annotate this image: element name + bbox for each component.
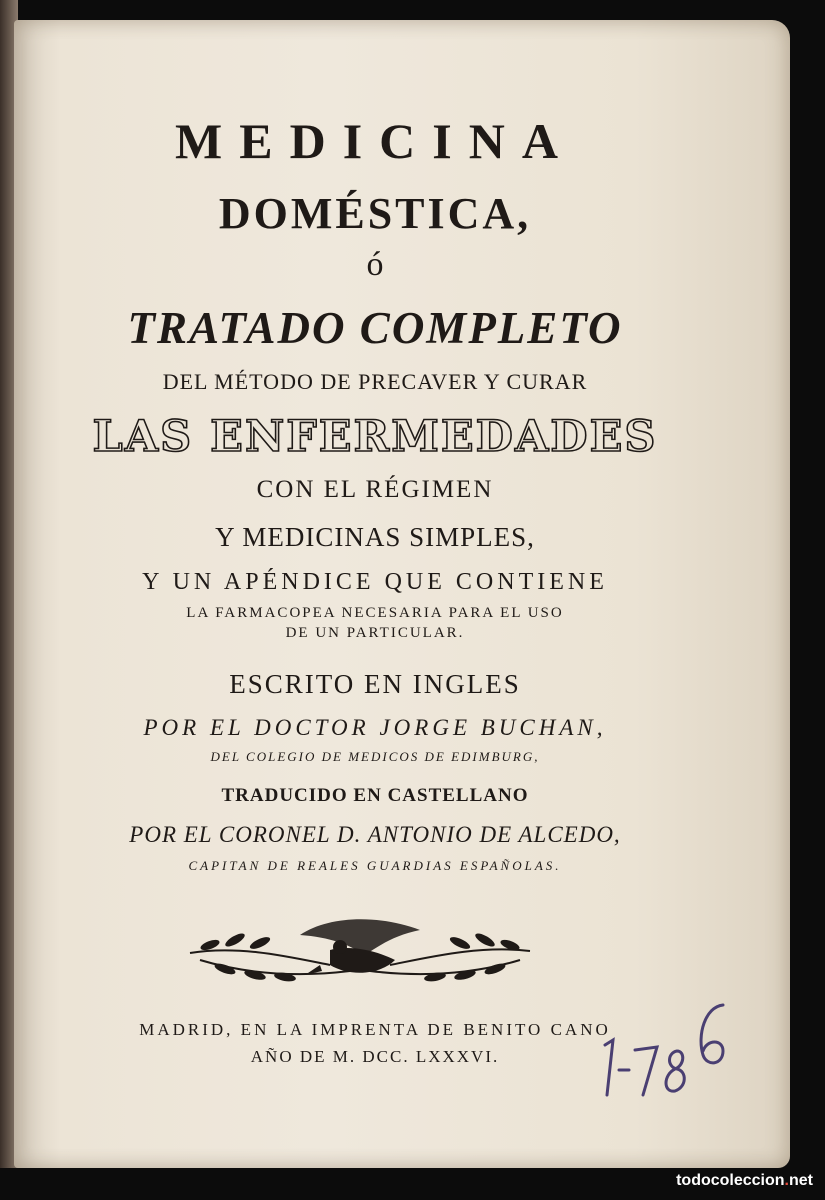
title-line-tratado: TRATADO COMPLETO (127, 303, 623, 353)
bird-with-laurel-branches-icon (180, 905, 540, 1000)
escrito-en-ingles: ESCRITO EN INGLES (229, 669, 521, 699)
title-line-domestica: DOMÉSTICA, (218, 189, 532, 238)
subtitle-apendice: Y UN APÉNDICE QUE CONTIENE (142, 569, 608, 595)
watermark: todocoleccion.net (676, 1172, 813, 1189)
subtitle-medicinas: Y MEDICINAS SIMPLES, (215, 522, 535, 552)
subtitle-particular: DE UN PARTICULAR. (285, 625, 465, 641)
subtitle-metodo: DEL MÉTODO DE PRECAVER Y CURAR (162, 369, 588, 394)
title-line-medicina: MEDICINA (175, 113, 575, 169)
imprint-year: AÑO DE M. DCC. LXXXVI. (250, 1047, 500, 1066)
traducido-line: TRADUCIDO EN CASTELLANO (221, 785, 529, 806)
translator-title: CAPITAN DE REALES GUARDIAS ESPAÑOLAS. (188, 858, 562, 873)
imprint-line: MADRID, EN LA IMPRENTA DE BENITO CANO (139, 1020, 611, 1039)
translator-line: POR EL CORONEL D. ANTONIO DE ALCEDO, (129, 822, 621, 847)
subtitle-regimen: CON EL RÉGIMEN (256, 476, 494, 503)
title-line-enfermedades: LAS ENFERMEDADES (92, 412, 658, 462)
handwritten-year-annotation (595, 995, 735, 1105)
subtitle-farmacopea: LA FARMACOPEA NECESARIA PARA EL USO (186, 605, 564, 621)
author-line: POR EL DOCTOR JORGE BUCHAN, (143, 715, 607, 740)
title-line-o: ó (366, 246, 384, 283)
author-affiliation: DEL COLEGIO DE MEDICOS DE EDIMBURG, (210, 749, 540, 764)
